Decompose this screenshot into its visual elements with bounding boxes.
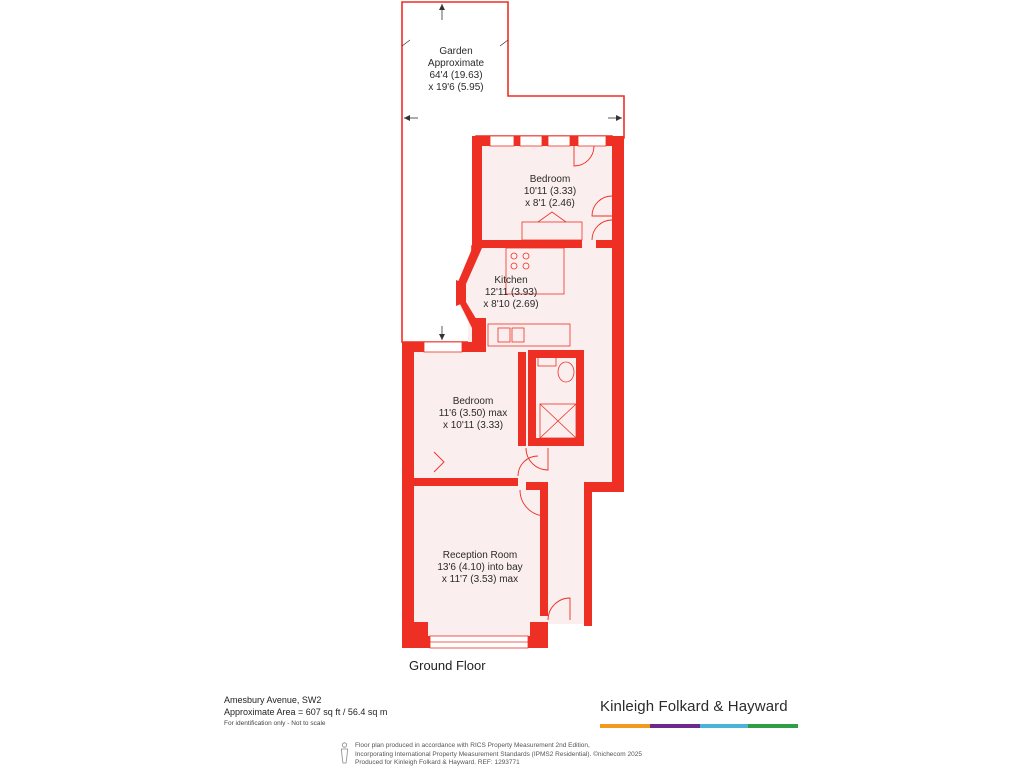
- footer-lines: [355, 742, 642, 768]
- svg-text:10'11 (3.33): 10'11 (3.33): [523, 186, 577, 197]
- room-label-reception: [437, 550, 522, 585]
- svg-text:Kitchen: Kitchen: [494, 275, 528, 286]
- svg-text:Bedroom: Bedroom: [452, 396, 494, 407]
- svg-text:13'6 (4.10) into bay: 13'6 (4.10) into bay: [437, 562, 523, 573]
- svg-text:x 8'10 (2.69): x 8'10 (2.69): [483, 299, 539, 310]
- svg-text:x 10'11 (3.33): x 10'11 (3.33): [442, 420, 504, 431]
- property-info: [224, 694, 387, 729]
- svg-text:Garden: Garden: [439, 46, 473, 57]
- brand-bar-blue: [700, 724, 748, 728]
- svg-text:x 11'7 (3.53) max: x 11'7 (3.53) max: [441, 574, 519, 585]
- footer-line-1: Floor plan produced in accordance with RICS Property Measurement 2nd Edition,: [355, 742, 590, 749]
- floor-label: Ground Floor: [409, 658, 486, 673]
- footer: [340, 742, 642, 768]
- svg-text:64'4 (19.63): 64'4 (19.63): [429, 70, 483, 81]
- brand-bar-orange: [600, 724, 650, 728]
- footer-line-2: Incorporating International Property Measurement Standards (IPMS2 Residential). ©nichecom 2025: [355, 750, 642, 758]
- property-note: For identification only - Not to scale: [224, 720, 326, 727]
- property-address: Amesbury Avenue, SW2: [224, 695, 322, 705]
- svg-text:Reception Room: Reception Room: [442, 550, 518, 561]
- brand-name: Kinleigh Folkard & Hayward: [600, 698, 788, 715]
- svg-text:12'11 (3.93): 12'11 (3.93): [484, 287, 538, 298]
- svg-text:x 19'6 (5.95): x 19'6 (5.95): [428, 82, 484, 93]
- property-area: Approximate Area = 607 sq ft / 56.4 sq m: [224, 707, 388, 717]
- room-label-bedroom-1: [524, 174, 576, 209]
- footer-line-3: Produced for Kinleigh Folkard & Hayward. REF: 1293771: [355, 759, 520, 766]
- brand-bar-purple: [650, 724, 700, 728]
- brand-bar-green: [748, 724, 798, 728]
- svg-text:Approximate: Approximate: [427, 58, 485, 69]
- svg-text:11'6 (3.50) max: 11'6 (3.50) max: [438, 408, 508, 419]
- person-icon: [340, 742, 349, 764]
- svg-text:Bedroom: Bedroom: [529, 174, 571, 185]
- svg-text:x 8'1 (2.46): x 8'1 (2.46): [525, 198, 575, 209]
